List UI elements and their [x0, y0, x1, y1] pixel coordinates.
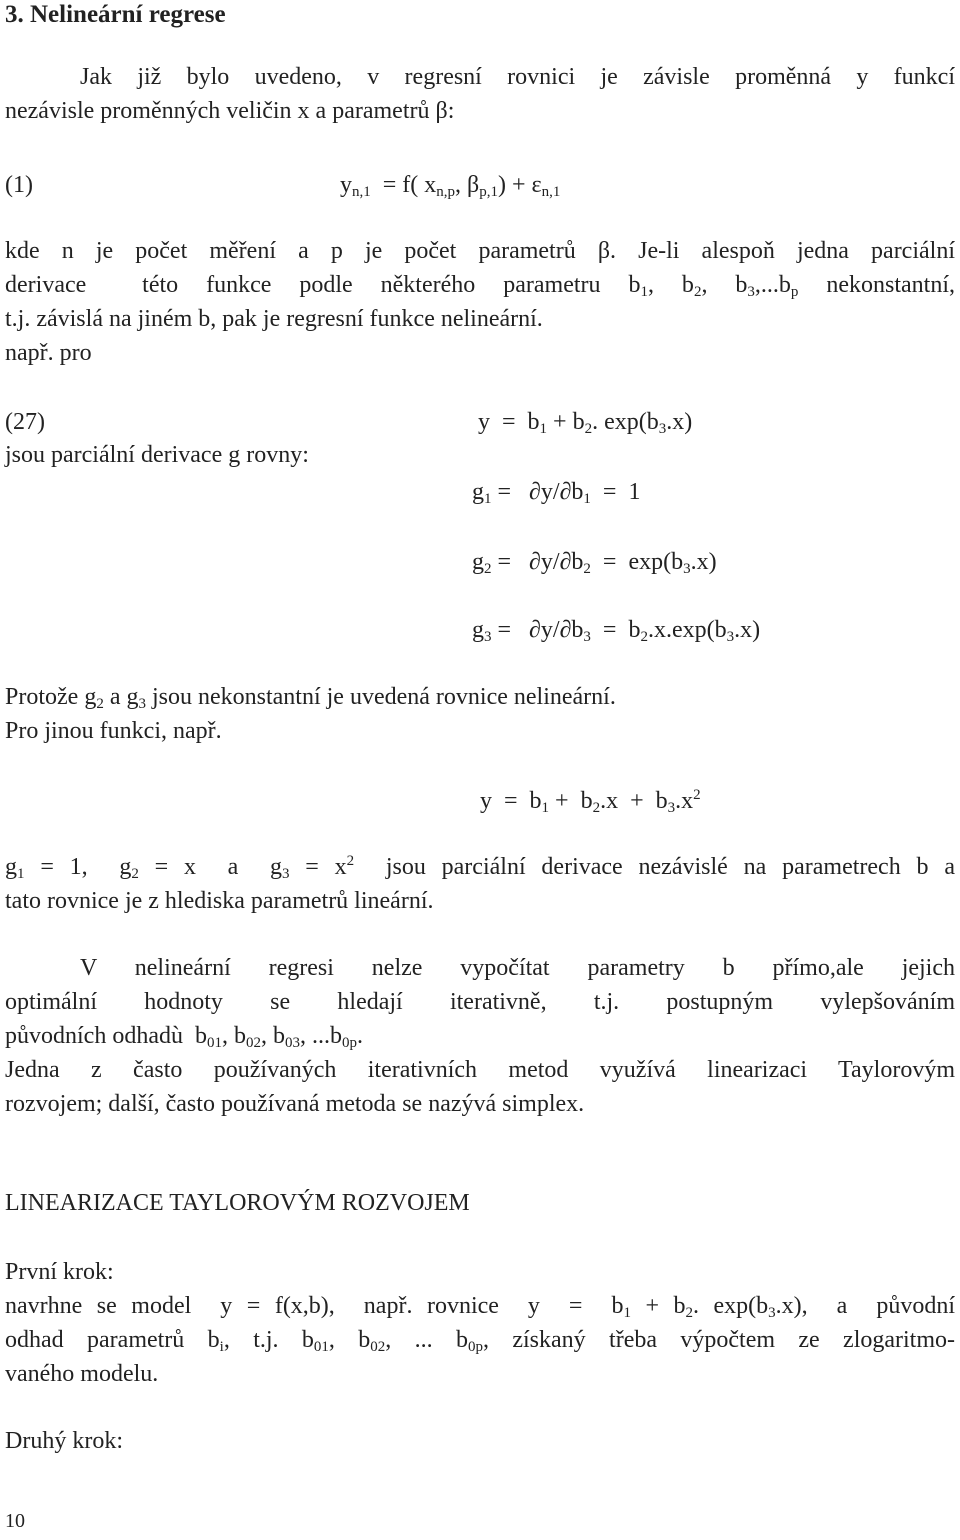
- step1-title: První krok:: [5, 1259, 114, 1285]
- equation-1: $y_{n,1} = f$( $x_{n,p}$, $\beta_{p,1}) + \varepsilon_{n,1}$: [340, 172, 561, 200]
- para4-line-4: Jedna z často používaných iterativních metod využívá linearizaci Taylorovým: [5, 1057, 955, 1083]
- step1-line-3: vaného modelu.: [5, 1361, 159, 1387]
- equation-1-number: (1): [5, 172, 33, 198]
- para4-line-1: V nelineární regresi nelze vypočítat parametry b přímo,ale jejich: [80, 955, 955, 981]
- intro-line-1: Jak již bylo uvedeno, v regresní rovnici je závisle proměnná y funkcí: [80, 64, 955, 90]
- page-number: 10: [5, 1510, 25, 1532]
- derivatives-label: jsou parciální derivace g rovny:: [5, 442, 309, 468]
- derivative-g1: $g_1 = \partial y/\partial b_1 = 1$: [472, 479, 641, 507]
- para4-line-2: optimální hodnoty se hledají iterativně, t.j. postupným vylepšováním: [5, 989, 955, 1015]
- para2-line-1: Protože $g_2$ a $g_3$ jsou nekonstantní je uvedená rovnice nelineární.: [5, 684, 616, 712]
- para3-line-1: $g_1 = 1$, $g_2 = x$ a $g_3 = x^2$ jsou parciální derivace nezávislé na parametrech b a: [5, 853, 955, 882]
- step1-line-2: odhad parametrů $b_i$, t.j. $b_{01}$, $b_{02}$, ... $b_{0p}$, získaný třeba výpočtem ze zlogaritmo-: [5, 1327, 955, 1355]
- intro-line-2: nezávisle proměnných veličin x a parametrů β:: [5, 98, 455, 124]
- equation-27: $y = b_1 + b_2$. $\exp(b_3.x)$: [478, 409, 693, 437]
- para4-line-3: původních odhadù $b_{01}$, $b_{02}$, $b_{03}$, $...b_{0p}$.: [5, 1023, 363, 1051]
- step2-title: Druhý krok:: [5, 1428, 123, 1454]
- para4-line-5: rozvojem; další, často používaná metoda se nazývá simplex.: [5, 1091, 585, 1117]
- derivative-g2: $g_2 = \partial y/\partial b_2 = \exp(b_3.x)$: [472, 549, 717, 577]
- section-heading: 3. Nelineární regrese: [5, 1, 226, 28]
- equation-27-number: (27): [5, 409, 45, 435]
- equation-linear: $y = b_1 + b_2.x + b_3.x^2$: [480, 787, 701, 816]
- para3-line-2: tato rovnice je z hlediska parametrů lineární.: [5, 888, 434, 914]
- derivative-g3: $g_3 = \partial y/\partial b_3 = b_2.x.\exp(b_3.x)$: [472, 617, 761, 645]
- para1-line-3: t.j. závislá na jiném b, pak je regresní funkce nelineární.: [5, 306, 543, 332]
- para1-line-4: např. pro: [5, 340, 92, 366]
- step1-line-1: navrhne se model y = f(x,b), např. rovnice $y = b_1 + b_2$. $\exp(b_3.x)$, a původní: [5, 1293, 955, 1321]
- para1-line-1: kde n je počet měření a p je počet parametrů β. Je-li alespoň jedna parciální: [5, 238, 955, 264]
- subsection-title: LINEARIZACE TAYLOROVÝM ROZVOJEM: [5, 1190, 470, 1216]
- para1-line-2: derivace této funkce podle některého parametru $b_1$, $b_2$, $b_3,...b_p$ nekonstantní,: [5, 272, 956, 300]
- para2-line-2: Pro jinou funkci, např.: [5, 718, 222, 744]
